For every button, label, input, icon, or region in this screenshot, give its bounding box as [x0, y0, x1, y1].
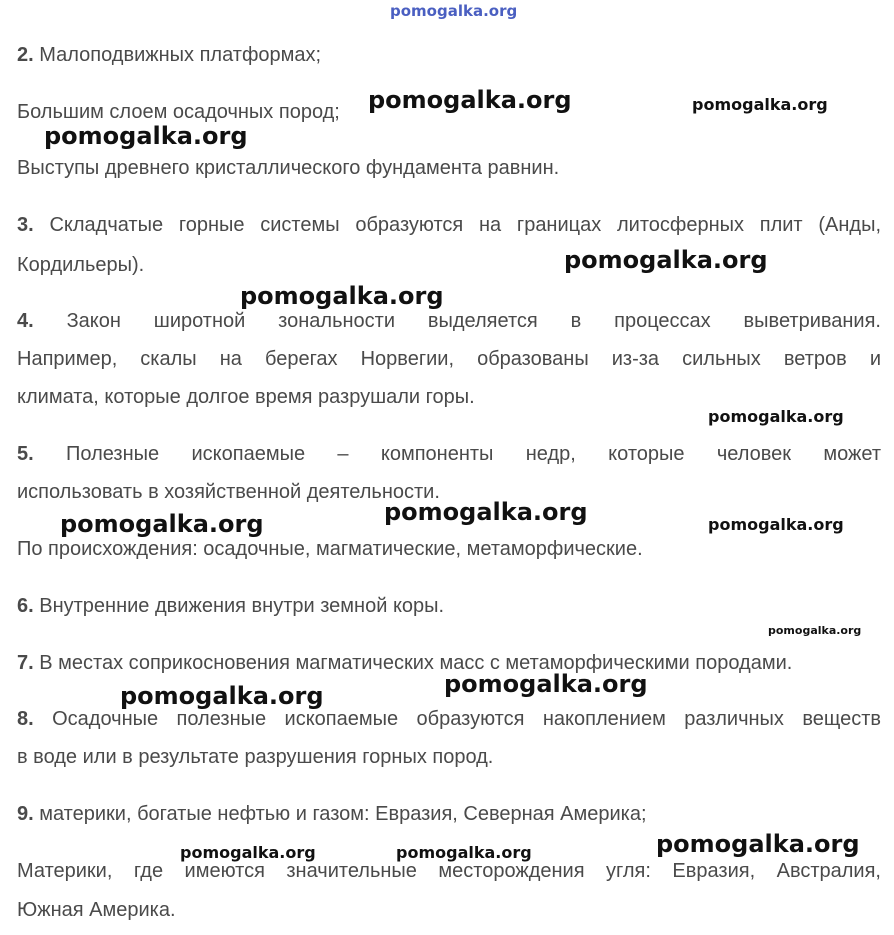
- watermark: pomogalka.org: [60, 510, 264, 538]
- answer-9-text: материки, богатые нефтью и газом: Евразия, Северная Америка;: [33, 803, 647, 825]
- watermark-top: pomogalka.org: [390, 2, 518, 20]
- answer-9-line-3: Южная Америка.: [17, 899, 176, 921]
- answer-9-line-2: Материки, где имеются значительные месторождения угля: Евразия, Австралия,: [17, 860, 881, 882]
- answer-7-number: 7.: [17, 652, 34, 674]
- answer-5-line-1: [17, 442, 881, 466]
- watermark: pomogalka.org: [768, 624, 862, 637]
- answer-4-text: Закон широтной зональности выделяется в процессах выветривания.: [33, 310, 881, 332]
- answer-8-text: Осадочные полезные ископаемые образуются накоплением различных веществ: [33, 708, 881, 730]
- watermark: pomogalka.org: [708, 515, 844, 534]
- watermark: pomogalka.org: [384, 498, 588, 526]
- watermark: pomogalka.org: [564, 246, 768, 274]
- answer-6-text: Внутренние движения внутри земной коры.: [33, 595, 445, 617]
- answer-4-line-1: [17, 309, 881, 333]
- answer-8-line-2: в воде или в результате разрушения горных пород.: [17, 746, 494, 768]
- answer-8-number: 8.: [17, 708, 34, 730]
- answer-2-text: Малоподвижных платформах;: [33, 44, 322, 66]
- answer-4-number: 4.: [17, 310, 34, 332]
- answer-6-number: 6.: [17, 595, 34, 617]
- answer-2-line-1: [17, 43, 321, 67]
- answer-5-line-2: использовать в хозяйственной деятельности.: [17, 481, 440, 503]
- answer-3-line-1: [17, 213, 881, 237]
- answer-9-line-1: [17, 802, 647, 826]
- answer-4-line-2: Например, скалы на берегах Норвегии, образованы из-за сильных ветров и: [17, 348, 881, 370]
- watermark: pomogalka.org: [44, 122, 248, 150]
- answer-2-number: 2.: [17, 44, 34, 66]
- watermark: pomogalka.org: [656, 830, 860, 858]
- answer-5-line-3: По происхождения: осадочные, магматические, метаморфические.: [17, 538, 643, 560]
- watermark: pomogalka.org: [692, 95, 828, 114]
- watermark: pomogalka.org: [120, 682, 324, 710]
- watermark: pomogalka.org: [180, 843, 316, 862]
- answer-9-number: 9.: [17, 803, 34, 825]
- answer-5-text: Полезные ископаемые – компоненты недр, которые человек может: [33, 443, 881, 465]
- answer-6-line-1: [17, 594, 444, 618]
- watermark: pomogalka.org: [708, 407, 844, 426]
- answer-8-line-1: [17, 707, 881, 731]
- answer-5-number: 5.: [17, 443, 34, 465]
- answer-7-line-1: [17, 651, 792, 675]
- watermark: pomogalka.org: [240, 282, 444, 310]
- answer-3-number: 3.: [17, 214, 34, 236]
- answer-2-line-2: Большим слоем осадочных пород;: [17, 101, 340, 123]
- answer-7-text: В местах соприкосновения магматических масс с метаморфическими породами.: [33, 652, 793, 674]
- watermark: pomogalka.org: [368, 86, 572, 114]
- answer-3-text: Складчатые горные системы образуются на границах литосферных плит (Анды,: [33, 214, 881, 236]
- answer-2-line-3: Выступы древнего кристаллического фундамента равнин.: [17, 157, 560, 179]
- watermark: pomogalka.org: [396, 843, 532, 862]
- answer-3-line-2: Кордильеры).: [17, 254, 145, 276]
- answer-4-line-3: климата, которые долгое время разрушали горы.: [17, 386, 475, 408]
- watermark: pomogalka.org: [444, 670, 648, 698]
